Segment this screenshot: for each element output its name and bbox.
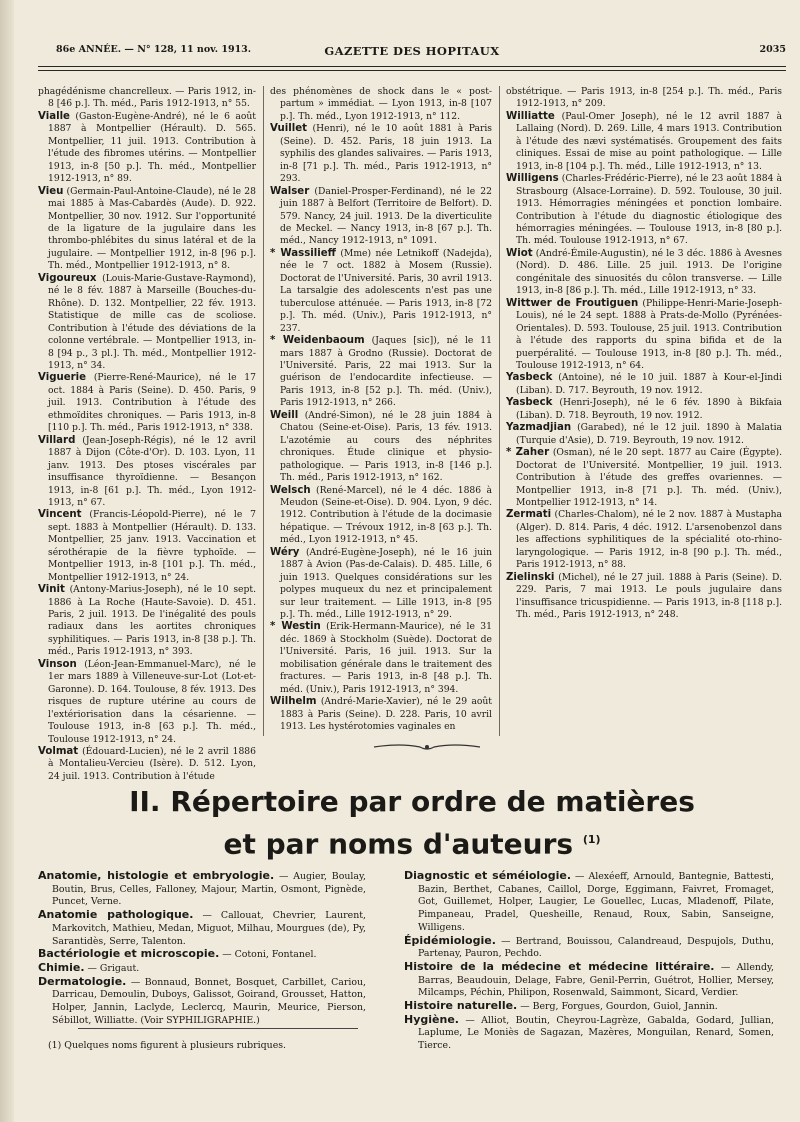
- thesis-entry: [506, 86, 782, 111]
- thesis-entry-text: (René-Marcel), né le 4 déc. 1886 à Meudon (Seine-et-Oise). D. 904. Lyon, 9 déc. 1912. Contribution à l'étude de la docimasie hépatique. — Trévoux 1912, in-8 [63 p.]. Th. méd., Lyon 1912-1913, n° 45.: [280, 484, 492, 546]
- thesis-entry-name: Yazmadjian: [506, 422, 572, 434]
- thesis-entry-name: Wiot: [506, 247, 533, 259]
- index-entry-name: Épidémiologie.: [404, 933, 496, 947]
- thesis-entry-text: (André-Marie-Xavier), né le 29 août 1883 à Paris (Seine). D. 228. Paris, 10 avril 1913. Les hystérotomies vaginales en: [280, 696, 492, 733]
- index-entry-name: Diagnostic et séméiologie.: [404, 869, 572, 882]
- thesis-entry-text: obstétrique. — Paris 1913, in-8 [254 p.]. Th. méd., Paris 1912-1913, n° 209.: [506, 86, 782, 110]
- thesis-entry: [506, 248, 782, 298]
- thesis-entry-name: Walser: [270, 185, 310, 197]
- thesis-entry: [38, 509, 256, 584]
- index-entry: [404, 961, 774, 1000]
- thesis-entry-name: Vieu: [38, 185, 64, 197]
- thesis-entry: [38, 746, 256, 783]
- thesis-entry-name: Villard: [38, 434, 76, 446]
- text-column-2: [270, 86, 492, 734]
- thesis-entry: [270, 335, 492, 410]
- thesis-entry-name: Yasbeck: [506, 397, 553, 409]
- thesis-entry-name: * Westin: [270, 621, 321, 633]
- thesis-entry-text: (Jean-Joseph-Régis), né le 12 avril 1887 à Dijon (Côte-d'Or). D. 103. Lyon, 11 janv. 1913. Des ptoses viscérales par insuffisance thyroïdienne. — Besançon 1913, in-8 [61 p.]. Th. méd., Lyon 1912-1913, n° 67.: [48, 434, 256, 508]
- header-rule-bottom: [38, 70, 786, 71]
- thesis-entry-name: Zielinski: [506, 571, 555, 583]
- index-entry-text: — Cotoni, Fontanel.: [219, 949, 317, 961]
- index-entry-text: — Augier, Boulay, Boutin, Brus, Celles, Falloney, Majour, Martin, Osmont, Pignède, Puncet, Verne.: [52, 871, 367, 908]
- thesis-entry-text: (André-Simon), né le 28 juin 1884 à Chatou (Seine-et-Oise). Paris, 13 fév. 1913. L'azotémie au cours des néphrites chroniques. Étude clinique et physio-pathologique. — Paris 1913, in-8 [146 p.]. Th. méd., Paris 1912-1913, n° 162.: [280, 409, 492, 484]
- index-entry-name: Hygiène.: [404, 1012, 459, 1026]
- thesis-entry-name: Weill: [270, 409, 299, 421]
- index-entry-text: — Allendy, Barras, Beaudouin, Delage, Fabre, Genil-Perrin, Guétrot, Hollier, Mersey, Milcamps, Péchin, Philipon, Rosenwald, Saimmont, Sicard, Verdier.: [418, 961, 774, 999]
- thesis-entry-name: Vincent: [38, 509, 82, 521]
- thesis-entry-text: (Édouard-Lucien), né le 2 avril 1886 à Montalieu-Vercieu (Isère). D. 512. Lyon, 24 juil. 1913. Contribution à l'étude: [48, 746, 256, 782]
- index-entry-name: Anatomie pathologique.: [38, 908, 194, 922]
- thesis-entry-text: phagédénisme chancrelleux. — Paris 1912, in-8 [46 p.]. Th. méd., Paris 1912-1913, n° 55.: [38, 86, 256, 110]
- thesis-entry: [270, 547, 492, 622]
- ornament-divider: [372, 742, 482, 752]
- section-title: [38, 785, 786, 819]
- thesis-entry-text: (André-Émile-Augustin), né le 3 déc. 1886 à Avesnes (Nord). D. 486. Lille. 25 juil. 1913. De l'origine congénitale des sinuosités du côlon transverse. — Lille 1913, in-8 [86 p.]. Th. méd., Lille 1912-1913, n° 33.: [516, 247, 782, 297]
- thesis-entry-name: Wilhelm: [270, 696, 317, 708]
- thesis-entry-text: (André-Eugène-Joseph), né le 16 juin 1887 à Avion (Pas-de-Calais). D. 485. Lille, 6 juin 1913. Quelques considérations sur les polypes muqueux du nez et principalement sur leur traitement. — Lille 1913, in-8 [95 p.]. Th. méd., Lille 1912-1913, n° 29.: [280, 546, 492, 621]
- journal-title: GAZETTE DES HOPITAUX: [324, 44, 500, 58]
- page-edge-shadow: [0, 0, 14, 1122]
- thesis-entry-text: (Pierre-René-Maurice), né le 17 oct. 1884 à Paris (Seine). D. 450. Paris, 9 juil. 1913. Contribution à l'étude des ethmoïdites chroniques. — Paris 1913, in-8 [110 p.]. Th. méd., Paris 1912-1913, n° 338.: [48, 372, 256, 434]
- thesis-entry: [270, 485, 492, 547]
- running-header: [38, 44, 786, 62]
- thesis-entry-text: (Erik-Hermann-Maurice), né le 31 déc. 1869 à Stockholm (Suède). Doctorat de l'Université. Paris, 16 juil. 1913. Sur la mobilisation générale dans le traitement des fractures. — Paris 1913, in-8 [48 p.]. Th. méd. (Univ.), Paris 1912-1913, n° 394.: [280, 621, 492, 695]
- thesis-entry-text: (Léon-Jean-Emmanuel-Marc), né le 1er mars 1889 à Villeneuve-sur-Lot (Lot-et-Garonne). D. 164. Toulouse, 8 fév. 1913. Des risques de rupture utérine au cours de l'extériorisation dans la césarienne. — Toulouse 1913, in-8 [63 p.]. Th. méd., Toulouse 1912-1913, n° 24.: [48, 658, 256, 745]
- footnote-mark: (1): [582, 833, 601, 846]
- thesis-entry-name: Vinson: [38, 658, 77, 670]
- thesis-entry-name: Yasbeck: [506, 372, 553, 384]
- thesis-entry: [506, 173, 782, 248]
- thesis-entry-name: Vuillet: [270, 123, 308, 135]
- thesis-entry: [38, 86, 256, 111]
- index-column-2: [404, 870, 774, 1053]
- thesis-entry-name: Viguerie: [38, 372, 87, 384]
- thesis-entry-text: (Gaston-Eugène-André), né le 6 août 1887 à Montpellier (Hérault). D. 565. Montpellier, 11 juil. 1913. Contribution à l'étude des fibromes utérins. — Montpellier 1913, in-8 [50 p.]. Th. méd., Montpellier 1912-1913, n° 89.: [48, 110, 256, 185]
- index-entry-name: Anatomie, histologie et embryologie.: [38, 869, 275, 882]
- thesis-entry: [506, 422, 782, 447]
- thesis-entry-name: Willigens: [506, 173, 559, 185]
- thesis-entry-text: (Michel), né le 27 juil. 1888 à Paris (Seine). D. 229. Paris, 7 mai 1913. Le pouls jugulaire dans l'insuffisance tricuspidienne. — Paris 1913, in-8 [118 p.]. Th. méd., Paris 1912-1913, n° 248.: [516, 571, 782, 621]
- thesis-entry: [506, 111, 782, 173]
- thesis-entry-name: Wittwer de Froutiguen: [506, 297, 639, 309]
- thesis-entry-name: * Zaher: [506, 447, 550, 459]
- text-column-1: [38, 86, 256, 783]
- thesis-entry-text: (Antoine), né le 10 juil. 1887 à Kour-el-Jindi (Liban). D. 717. Beyrouth, 19 nov. 1912.: [516, 372, 782, 396]
- thesis-entry-text: (Henri), né le 10 août 1881 à Paris (Seine). D. 452. Paris, 18 juin 1913. La syphilis des glandes salivaires. — Paris 1913, in-8 [71 p.]. Th. méd., Paris 1912-1913, n° 293.: [280, 123, 492, 185]
- section-title-line-2: et par noms d'auteurs: [223, 827, 574, 861]
- thesis-entry: [38, 372, 256, 434]
- index-entry-text: — Grigaut.: [84, 962, 140, 974]
- thesis-entry-text: (Charles-Frédéric-Pierre), né le 23 août 1884 à Strasbourg (Alsace-Lorraine). D. 592. Toulouse, 30 juil. 1913. Hémorragies méningées et ponction lombaire. Contribution à l'étude du diagnostic étiologique des hémorragies méningées. — Toulouse 1913, in-8 [80 p.]. Th. méd. Toulouse 1912-1913, n° 67.: [516, 173, 782, 247]
- thesis-entry-text: (Jaques [sic]), né le 11 mars 1887 à Grodno (Russie). Doctorat de l'Université. Paris, 22 mai 1913. Sur la guérison de l'endocardite infectieuse. — Paris 1913, in-8 [52 p.]. Th. méd. (Univ.), Paris 1912-1913, n° 266.: [280, 335, 492, 409]
- thesis-entry: [38, 659, 256, 746]
- thesis-entry: [506, 572, 782, 622]
- index-entry-name: Dermatologie.: [38, 974, 127, 988]
- index-entry: [38, 962, 366, 976]
- thesis-entry-text: (Paul-Omer Joseph), né le 12 avril 1887 à Lallaing (Nord). D. 269. Lille, 4 mars 1913. Contribution à l'étude des nævi systématisés. Groupement des faits cliniques. Essai de mise au point pathologique. — Lille 1913, in-8 [104 p.]. Th. méd., Lille 1912-1913, n° 13.: [516, 110, 782, 172]
- index-entry: [404, 1000, 774, 1014]
- column-divider: [263, 86, 264, 736]
- header-rule-top: [38, 66, 786, 67]
- footnote-rule: [78, 1028, 358, 1029]
- thesis-entry: [38, 435, 256, 510]
- thesis-entry-text: (Charles-Chalom), né le 2 nov. 1887 à Mustapha (Alger). D. 814. Paris, 4 déc. 1912. L'arsenobenzol dans les affections syphilitiques de la spécialité oto-rhino-laryngologique. — Paris 1912, in-8 [90 p.]. Th. méd., Paris 1912-1913, n° 88.: [516, 509, 782, 571]
- thesis-entry: [506, 447, 782, 509]
- index-entry: [38, 909, 366, 948]
- section-subtitle: [38, 823, 786, 861]
- thesis-entry: [270, 410, 492, 485]
- thesis-entry-text: (Louis-Marie-Gustave-Raymond), né le 8 fév. 1887 à Marseille (Bouches-du-Rhône). D. 132. Montpellier, 22 fév. 1913. Statistique de mille cas de scoliose. Contribution à l'étude des déviations de la colonne vertébrale. — Montpellier 1913, in-8 [94 p., 3 pl.]. Th. méd., Montpellier 1912-1913, n° 34.: [48, 272, 256, 371]
- thesis-entry-text: (Germain-Paul-Antoine-Claude), né le 28 mai 1885 à Mas-Cabardès (Aude). D. 922. Montpellier, 30 nov. 1912. Sur l'opportunité de la ligature de la jugulaire dans les thrombo-phlébites du sinus latéral et de la jugulaire. — Montpellier 1912, in-8 [96 p.]. Th. méd., Montpellier 1912-1913, n° 8.: [48, 185, 256, 272]
- index-entry: [38, 948, 366, 962]
- index-column-1: [38, 870, 366, 1027]
- thesis-entry-name: Vinit: [38, 584, 65, 596]
- thesis-entry-text: (Osman), né le 20 sept. 1877 au Caire (Égypte). Doctorat de l'Université. Montpellier, 19 juil. 1913. Contribution à l'étude des greffes ovariennes. — Montpellier 1913, in-8 [71 p.]. Th. méd. (Univ.), Montpellier 1912-1913, n° 14.: [516, 447, 782, 508]
- thesis-entry: [270, 696, 492, 733]
- thesis-entry-text: (Garabed), né le 12 juil. 1890 à Malatia (Turquie d'Asie), D. 719. Beyrouth, 19 nov. 1912.: [516, 422, 782, 446]
- thesis-entry-text: (Henri-Joseph), né le 6 fév. 1890 à Bikfaia (Liban). D. 718. Beyrouth, 19 nov. 1912.: [516, 397, 782, 421]
- index-entry-text: — Alexéeff, Arnould, Bantegnie, Battesti, Bazin, Berthet, Cabanes, Caillol, Dorge, Eggimann, Faivret, Fromaget, Got, Guillemet, Holper, Laugier, Le Gouellec, Lucas, Mladenoff, Pilate, Pimpaneau, Pradel, Quesheille, Renaud, Roux, Sabin, Sanseigne, Willigens.: [418, 871, 775, 933]
- thesis-entry: [270, 248, 492, 335]
- index-entry-text: — Berg, Forgues, Gourdon, Guiol, Jannin.: [517, 1001, 718, 1013]
- thesis-entry: [506, 372, 782, 397]
- thesis-entry: [270, 86, 492, 123]
- thesis-entry: [506, 298, 782, 373]
- thesis-entry: [506, 397, 782, 422]
- footnote: (1) Quelques noms figurent à plusieurs rubriques.: [48, 1040, 287, 1051]
- thesis-entry-name: Volmat: [38, 746, 79, 758]
- index-entry-text: — Bertrand, Bouissou, Calandreaud, Despujols, Duthu, Partenay, Pauron, Pechdo.: [418, 935, 774, 960]
- thesis-entry-text: (Philippe-Henri-Marie-Joseph-Louis), né le 24 sept. 1888 à Prats-de-Mollo (Pyrénées-Orientales). D. 593. Toulouse, 25 juil. 1913. Contribution à l'étude des rapports du spina bifida et de la puerpéralité. — Toulouse 1913, in-8 [80 p.]. Th. méd., Toulouse 1912-1913, n° 64.: [516, 297, 782, 371]
- thesis-entry: [270, 123, 492, 185]
- thesis-entry-text: (Mme) née Letnikoff (Nadejda), née le 7 oct. 1882 à Mosem (Russie). Doctorat de l'Université. Paris, 30 avril 1913. La tarsalgie des adolescents n'est pas une tuberculose atténuée. — Paris 1913, in-8 [72 p.]. Th. méd. (Univ.), Paris 1912-1913, n° 237.: [280, 247, 492, 334]
- index-entry: [38, 870, 366, 909]
- thesis-entry-name: Wéry: [270, 546, 300, 558]
- thesis-entry-name: * Weidenbaoum: [270, 335, 365, 347]
- thesis-entry: [270, 186, 492, 248]
- thesis-entry: [38, 584, 256, 659]
- thesis-entry-name: Vigoureux: [38, 272, 97, 284]
- index-entry-text: — Bonnaud, Bonnet, Bosquet, Carbillet, Cariou, Darricau, Demoulin, Duboys, Galissot, Goirand, Grousset, Hatton, Holper, Jannin, Laclyde, Leclercq, Maurin, Meurice, Pierson, Sébillot, Williatte. (Voir SYPHILIGRAPHIE.): [52, 976, 366, 1026]
- thesis-entry-name: * Wassilieff: [270, 247, 336, 259]
- index-entry-name: Histoire de la médecine et médecine littéraire.: [404, 959, 715, 973]
- index-entry-text: — Alliot, Boutin, Cheyrou-Lagrèze, Gabalda, Godard, Jullian, Laplume, Le Moniès de Sagazan, Mazères, Monguilan, Renard, Somen, Tierce.: [418, 1014, 774, 1052]
- thesis-entry-name: Zermati: [506, 509, 552, 521]
- thesis-entry-text: (Daniel-Prosper-Ferdinand), né le 22 juin 1887 à Belfort (Territoire de Belfort). D. 579. Nancy, 24 juil. 1913. De la diverticulite de Meckel. — Nancy 1913, in-8 [67 p.]. Th. méd., Nancy 1912-1913, n° 1091.: [280, 185, 492, 247]
- issue-info: 86e ANNÉE. — N° 128, 11 nov. 1913.: [56, 44, 252, 55]
- index-entry-name: Chimie.: [38, 960, 85, 974]
- thesis-entry: [38, 186, 256, 273]
- column-divider: [499, 86, 500, 736]
- thesis-entry-name: Vialle: [38, 110, 70, 122]
- thesis-entry-text: (Francis-Léopold-Pierre), né le 7 sept. 1883 à Montpellier (Hérault). D. 133. Montpellier, 25 janv. 1913. Vaccination et sérothérapie de la fièvre typhoïde. — Montpellier 1913, in-8 [101 p.]. Th. méd., Montpellier 1912-1913, n° 24.: [48, 509, 256, 583]
- text-column-3: [506, 86, 782, 621]
- page-number: 2035: [759, 44, 786, 55]
- index-entry-text: — Callouat, Chevrier, Laurent, Markovitch, Mathieu, Medan, Miguot, Milhau, Mourgues (de), Py, Sarantidès, Serre, Talenton.: [52, 910, 366, 947]
- index-entry-name: Bactériologie et microscopie.: [38, 947, 220, 961]
- thesis-entry-name: Welsch: [270, 484, 311, 496]
- index-entry: [38, 976, 366, 1028]
- index-entry: [404, 935, 774, 961]
- thesis-entry: [506, 509, 782, 571]
- section-title-line-1: II. Répertoire par ordre de matières: [129, 785, 695, 818]
- thesis-entry: [270, 621, 492, 696]
- thesis-entry-name: Williatte: [506, 110, 555, 122]
- index-entry: [404, 1014, 774, 1053]
- thesis-entry-text: des phénomènes de shock dans le « post-partum » immédiat. — Lyon 1913, in-8 [107 p.]. Th. méd., Lyon 1912-1913, n° 112.: [270, 86, 492, 122]
- index-entry: [404, 870, 774, 935]
- index-entry-name: Histoire naturelle.: [404, 999, 518, 1013]
- thesis-entry: [38, 111, 256, 186]
- thesis-entry: [38, 273, 256, 373]
- thesis-entry-text: (Antony-Marius-Joseph), né le 10 sept. 1886 à La Roche (Haute-Savoie). D. 451. Paris, 2 juil. 1913. De l'inégalité des pouls radiaux dans les aortites chroniques syphilitiques. — Paris 1913, in-8 [38 p.]. Th. méd., Paris 1912-1913, n° 393.: [48, 584, 256, 658]
